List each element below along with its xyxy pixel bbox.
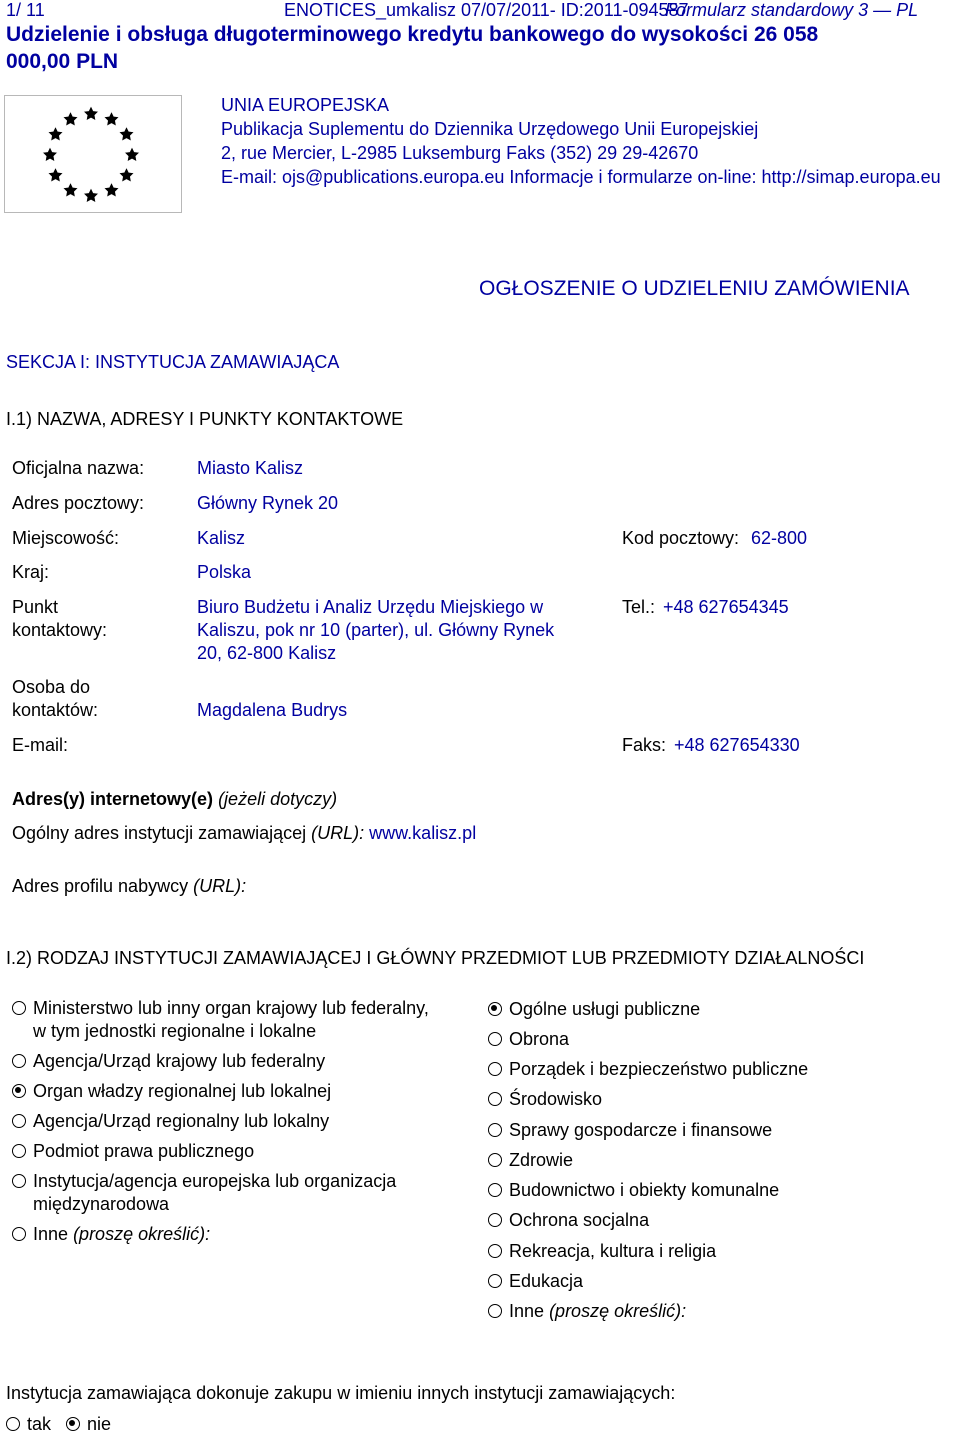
contract-title-line1: Udzielenie i obsługa długoterminowego kredytu bankowego do wysokości 26 058 (6, 23, 819, 46)
section-1-title: SEKCJA I: INSTYTUCJA ZAMAWIAJĄCA (6, 352, 340, 372)
internet-addresses-label: Adres(y) internetowy(e) (12, 789, 214, 809)
radio-environment-circle[interactable] (488, 1092, 502, 1106)
radio-regional-authority[interactable] (12, 1080, 331, 1103)
tel-value: +48 627654345 (663, 597, 789, 617)
radio-defence[interactable] (488, 1028, 569, 1051)
radio-housing[interactable] (488, 1179, 779, 1202)
radio-other-type-circle[interactable] (12, 1227, 26, 1241)
radio-behalf-no-label: nie (87, 1414, 112, 1434)
radio-health[interactable] (488, 1149, 573, 1172)
internet-addresses-note: (jeżeli dotyczy) (218, 789, 338, 809)
page-number: 1/ 11 (6, 0, 45, 20)
contract-title-line2: 000,00 PLN (6, 50, 119, 73)
radio-behalf-no-circle[interactable] (66, 1417, 80, 1431)
form-type: Formularz standardowy 3 — PL (665, 0, 919, 20)
general-url-row (12, 823, 476, 844)
contact-person-label-2: kontaktów: (12, 700, 99, 720)
country-value: Polska (197, 562, 252, 582)
section-1-1-heading: I.1) NAZWA, ADRESY I PUNKTY KONTAKTOWE (6, 409, 404, 429)
radio-health-label: Zdrowie (509, 1150, 574, 1170)
buyer-profile-label: Adres profilu nabywcy (12, 876, 189, 896)
contact-point-line2: Kaliszu, pok nr 10 (parter), ul. Główny Rynek (197, 620, 555, 640)
radio-education[interactable] (488, 1270, 583, 1293)
radio-behalf-yes-label: tak (27, 1414, 52, 1434)
radio-other-activity[interactable] (488, 1300, 686, 1323)
radio-regional-agency-circle[interactable] (12, 1114, 26, 1128)
radio-regional-agency[interactable] (12, 1110, 329, 1133)
radio-behalf-no[interactable] (66, 1413, 111, 1436)
radio-defence-label: Obrona (509, 1029, 570, 1049)
radio-recreation[interactable] (488, 1240, 716, 1263)
buyer-profile-note: (URL): (193, 876, 247, 896)
radio-regional-authority-label: Organ władzy regionalnej lub lokalnej (33, 1081, 332, 1101)
buyer-profile-row (12, 876, 246, 897)
radio-social-protection[interactable] (488, 1209, 649, 1232)
radio-economic-affairs[interactable] (488, 1119, 772, 1142)
contact-point-line3: 20, 62-800 Kalisz (197, 643, 337, 663)
eu-address: 2, rue Mercier, L-2985 Luksemburg Faks (352) 29 29-42670 (221, 143, 699, 163)
radio-ministry-label: Ministerstwo lub inny organ krajowy lub federalny, w tym jednostki regionalne i lokalne (33, 998, 429, 1041)
radio-public-law-body-label: Podmiot prawa publicznego (33, 1141, 255, 1161)
tel-label: Tel.: (622, 597, 656, 617)
eu-flag-logo (4, 95, 182, 213)
radio-education-circle[interactable] (488, 1274, 502, 1288)
radio-other-type-label: Inne (proszę określić): (33, 1224, 211, 1244)
radio-european-institution-circle[interactable] (12, 1174, 26, 1188)
email-label: E-mail: (12, 735, 69, 755)
contact-point-line1: Biuro Budżetu i Analiz Urzędu Miejskiego w (197, 597, 544, 617)
postal-address-value: Główny Rynek 20 (197, 493, 339, 513)
radio-defence-circle[interactable] (488, 1032, 502, 1046)
radio-national-agency[interactable] (12, 1050, 325, 1073)
radio-education-label: Edukacja (509, 1271, 584, 1291)
radio-ministry-circle[interactable] (12, 1001, 26, 1015)
fax-label: Faks: (622, 735, 667, 755)
radio-behalf-yes[interactable] (6, 1413, 51, 1436)
radio-other-activity-label: Inne (proszę określić): (509, 1301, 687, 1321)
radio-other-type[interactable] (12, 1223, 210, 1246)
radio-ministry[interactable] (12, 997, 429, 1043)
notice-title: OGŁOSZENIE O UDZIELENIU ZAMÓWIENIA (479, 277, 910, 300)
official-name-label: Oficjalna nazwa: (12, 458, 145, 478)
radio-general-public-services-circle[interactable] (488, 1002, 502, 1016)
eu-publication: Publikacja Suplementu do Dziennika Urzędowego Unii Europejskiej (221, 119, 759, 139)
radio-public-order[interactable] (488, 1058, 808, 1081)
contact-person-value: Magdalena Budrys (197, 700, 348, 720)
radio-environment[interactable] (488, 1088, 602, 1111)
contact-person-label-1: Osoba do (12, 677, 91, 697)
city-value: Kalisz (197, 528, 246, 548)
postcode-label: Kod pocztowy: (622, 528, 740, 548)
internet-addresses-heading (12, 789, 337, 810)
contact-point-label-2: kontaktowy: (12, 620, 108, 640)
radio-public-order-circle[interactable] (488, 1062, 502, 1076)
behalf-question: Instytucja zamawiająca dokonuje zakupu w imieniu innych instytucji zamawiających: (6, 1383, 676, 1403)
radio-national-agency-circle[interactable] (12, 1054, 26, 1068)
radio-social-protection-circle[interactable] (488, 1213, 502, 1227)
radio-environment-label: Środowisko (509, 1089, 603, 1109)
radio-public-law-body[interactable] (12, 1140, 254, 1163)
radio-social-protection-label: Ochrona socjalna (509, 1210, 650, 1230)
eu-contact: E-mail: ojs@publications.europa.eu Informacje i formularze on-line: http://simap.europa.eu (221, 167, 941, 187)
radio-regional-authority-circle[interactable] (12, 1084, 26, 1098)
fax-value: +48 627654330 (674, 735, 800, 755)
official-name-value: Miasto Kalisz (197, 458, 304, 478)
radio-health-circle[interactable] (488, 1153, 502, 1167)
radio-other-activity-circle[interactable] (488, 1304, 502, 1318)
eu-stars-icon (5, 96, 181, 212)
radio-economic-affairs-circle[interactable] (488, 1123, 502, 1137)
contact-point-label-1: Punkt (12, 597, 59, 617)
postcode-value: 62-800 (751, 528, 808, 548)
radio-housing-circle[interactable] (488, 1183, 502, 1197)
section-1-2-heading: I.2) RODZAJ INSTYTUCJI ZAMAWIAJĄCEJ I GŁÓWNY PRZEDMIOT LUB PRZEDMIOTY DZIAŁALNOŚCI (6, 948, 865, 968)
radio-regional-agency-label: Agencja/Urząd regionalny lub lokalny (33, 1111, 330, 1131)
radio-recreation-circle[interactable] (488, 1244, 502, 1258)
radio-european-institution[interactable] (12, 1170, 396, 1216)
radio-public-order-label: Porządek i bezpieczeństwo publiczne (509, 1059, 809, 1079)
radio-european-institution-label: Instytucja/agencja europejska lub organizacja międzynarodowa (33, 1171, 397, 1214)
radio-behalf-yes-circle[interactable] (6, 1417, 20, 1431)
radio-general-public-services[interactable] (488, 998, 700, 1021)
document-reference: ENOTICES_umkalisz 07/07/2011- ID:2011-094587 (284, 0, 689, 20)
radio-recreation-label: Rekreacja, kultura i religia (509, 1241, 717, 1261)
general-url-value[interactable]: www.kalisz.pl (369, 823, 477, 843)
radio-public-law-body-circle[interactable] (12, 1144, 26, 1158)
eu-name: UNIA EUROPEJSKA (221, 95, 390, 115)
radio-general-public-services-label: Ogólne usługi publiczne (509, 999, 701, 1019)
postal-address-label: Adres pocztowy: (12, 493, 145, 513)
country-label: Kraj: (12, 562, 50, 582)
radio-national-agency-label: Agencja/Urząd krajowy lub federalny (33, 1051, 326, 1071)
city-label: Miejscowość: (12, 528, 120, 548)
radio-housing-label: Budownictwo i obiekty komunalne (509, 1180, 780, 1200)
radio-economic-affairs-label: Sprawy gospodarcze i finansowe (509, 1120, 773, 1140)
general-url-label: Ogólny adres instytucji zamawiającej (12, 823, 307, 843)
general-url-note: (URL): (311, 823, 365, 843)
